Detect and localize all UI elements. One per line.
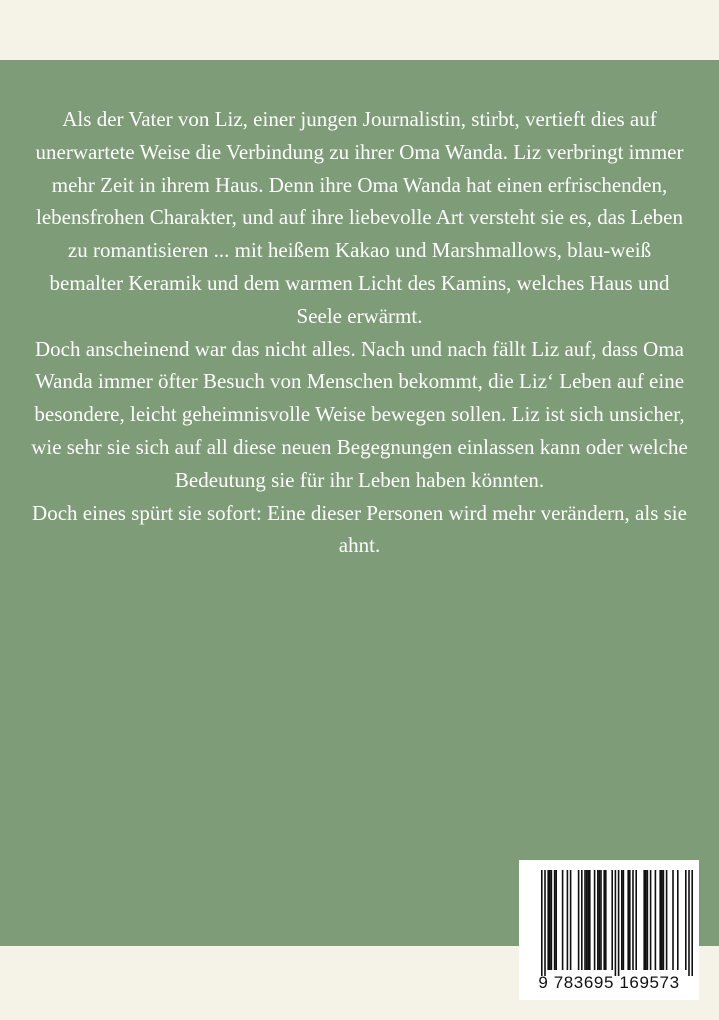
barcode-bar <box>584 870 586 970</box>
barcode-bar <box>578 870 580 970</box>
barcode-bar <box>611 870 613 970</box>
blurb-paragraph-2: Doch anscheinend war das nicht alles. Nach und nach fällt Liz auf, dass Oma Wanda immer öfter Besuch von Menschen bekommt, die Liz‘ Leben auf eine besondere, leicht geheimnisvolle Weise bewegen sollen. Liz ist sich unsicher, wie sehr sie sich auf all diese neuen Begegnungen einlassen kann oder welche Bedeutung sie für ihr Leben haben könnten. <box>31 336 688 492</box>
barcode-bar <box>632 870 634 970</box>
barcode-bar <box>618 870 620 976</box>
barcode-bar <box>599 870 601 970</box>
barcode-bar <box>555 870 557 970</box>
barcode-bar <box>688 870 690 976</box>
barcode-bar <box>562 870 564 970</box>
barcode-bar <box>685 870 687 970</box>
barcode-bar <box>655 870 657 970</box>
barcode-bar <box>672 870 674 970</box>
barcode-bar <box>677 870 679 970</box>
barcode-bar <box>663 870 665 970</box>
barcode-bar <box>691 870 693 976</box>
blurb-text <box>30 103 689 562</box>
isbn-barcode <box>519 860 699 1000</box>
barcode-bar <box>621 870 623 970</box>
barcode-bar <box>597 870 599 970</box>
barcode-bar <box>635 870 637 970</box>
barcode-bar <box>645 870 647 970</box>
barcode-bar <box>647 870 649 970</box>
blurb-paragraph-3: Doch eines spürt sie sofort: Eine dieser Personen wird mehr verändern, als sie ahnt. <box>32 500 687 558</box>
barcode-bar <box>600 870 602 970</box>
isbn-digits: 9 783695 169573 <box>538 973 680 992</box>
barcode-bar <box>589 870 591 970</box>
barcode-bar <box>659 870 661 970</box>
barcode-bar <box>615 870 617 976</box>
barcode-bar <box>603 870 605 970</box>
barcode-bar <box>551 870 553 970</box>
barcode-bar <box>587 870 589 970</box>
barcode-bar <box>666 870 668 970</box>
barcode-bar <box>605 870 607 970</box>
barcode-bar <box>567 870 569 970</box>
barcode-bar <box>623 870 625 970</box>
barcode-bar <box>554 870 556 970</box>
barcode-bar <box>547 870 549 970</box>
barcode-bar <box>581 870 583 970</box>
blurb-paragraph-1: Als der Vater von Liz, einer jungen Journalistin, stirbt, vertieft dies auf unerwartete Weise die Verbindung zu ihrer Oma Wanda. Liz verbringt immer mehr Zeit in ihrem Haus. Denn ihre Oma Wanda hat einen erfrischenden, lebensfrohen Charakter, und auf ihre liebevolle Art versteht sie es, das Leben zu romantisieren ... mit heißem Kakao und Marshmallows, blau-weiß bemalter Keramik und dem warmen Licht des Kamins, welches Haus und Seele erwärmt. <box>35 107 684 328</box>
barcode-bar <box>541 870 543 976</box>
barcode-bar <box>594 870 596 970</box>
barcode-bar <box>549 870 551 970</box>
barcode-bar <box>586 870 588 970</box>
barcode-bar <box>643 870 645 970</box>
barcode-bar <box>627 870 629 970</box>
barcode-bar <box>544 870 546 976</box>
barcode-bar <box>661 870 663 970</box>
barcode-bar <box>650 870 652 970</box>
barcode-bar <box>629 870 631 970</box>
barcode-bar <box>570 870 572 970</box>
